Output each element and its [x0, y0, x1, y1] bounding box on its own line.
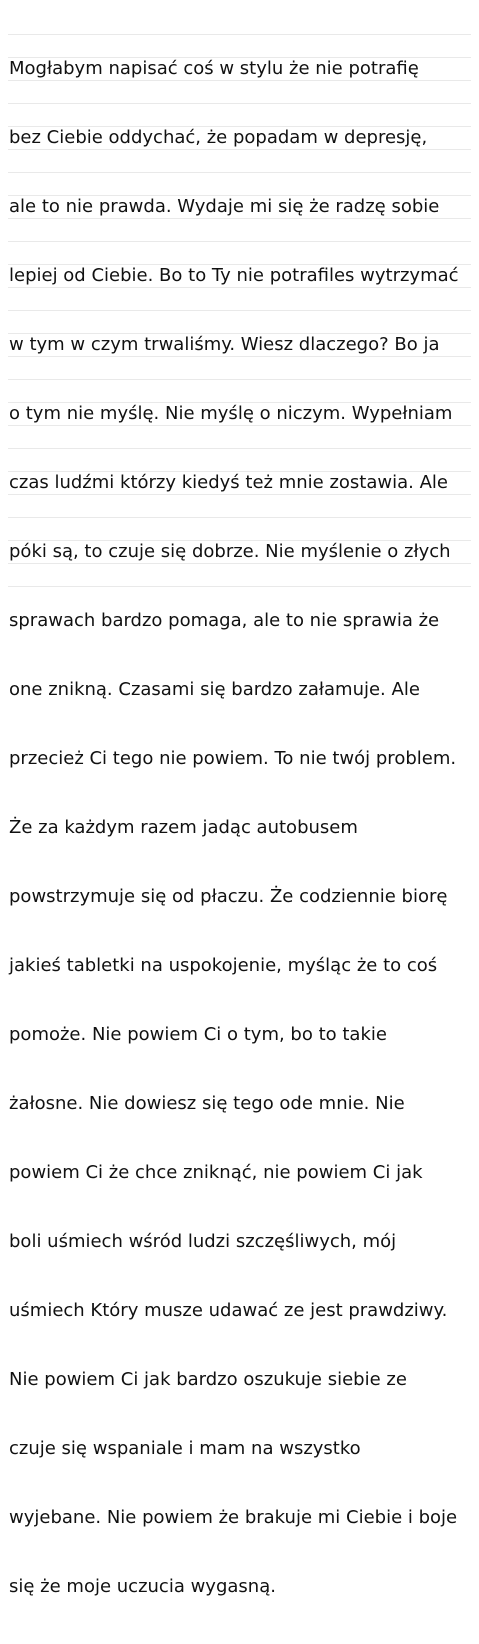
note-line: w tym w czym trwaliśmy. Wiesz dlaczego? Bo ja [9, 334, 440, 355]
note-line: czuje się wspaniale i mam na wszystko [9, 1438, 361, 1459]
note-line: lepiej od Ciebie. Bo to Ty nie potrafiles wytrzymać [9, 265, 459, 286]
note-line: ale to nie prawda. Wydaje mi się że radzę sobie [9, 196, 440, 217]
note-line: powstrzymuje się od płaczu. Że codziennie biorę [9, 886, 448, 907]
note-line: uśmiech Który musze udawać ze jest prawdziwy. [9, 1300, 448, 1321]
note-line: przecież Ci tego nie powiem. To nie twój problem. [9, 748, 457, 769]
note-line: one znikną. Czasami się bardzo załamuje. Ale [9, 679, 420, 700]
note-line: Mogłabym napisać coś w stylu że nie potrafię [9, 58, 419, 79]
note-line: boli uśmiech wśród ludzi szczęśliwych, mój [9, 1231, 397, 1252]
note-line: żałosne. Nie dowiesz się tego ode mnie. Nie [9, 1093, 405, 1114]
note-line: pomoże. Nie powiem Ci o tym, bo to takie [9, 1024, 387, 1045]
note-line: póki są, to czuje się dobrze. Nie myślenie o złych [9, 541, 451, 562]
note-line: Nie powiem Ci jak bardzo oszukuje siebie ze [9, 1369, 407, 1390]
note-text [9, 11, 475, 1644]
note-line: Że za każdym razem jadąc autobusem [9, 817, 358, 838]
note-line: czas ludźmi którzy kiedyś też mnie zostawia. Ale [9, 472, 448, 493]
note-line: o tym nie myślę. Nie myślę o niczym. Wypełniam [9, 403, 453, 424]
note-line: bez Ciebie oddychać, że popadam w depresję, [9, 127, 428, 148]
note-line: jakieś tabletki na uspokojenie, myśląc że to coś [9, 955, 438, 976]
note-line: wyjebane. Nie powiem że brakuje mi Ciebie i boje [9, 1507, 458, 1528]
note-line: się że moje uczucia wygasną. [9, 1576, 276, 1597]
note-line: sprawach bardzo pomaga, ale to nie sprawia że [9, 610, 440, 631]
note-line: powiem Ci że chce zniknąć, nie powiem Ci jak [9, 1162, 423, 1183]
